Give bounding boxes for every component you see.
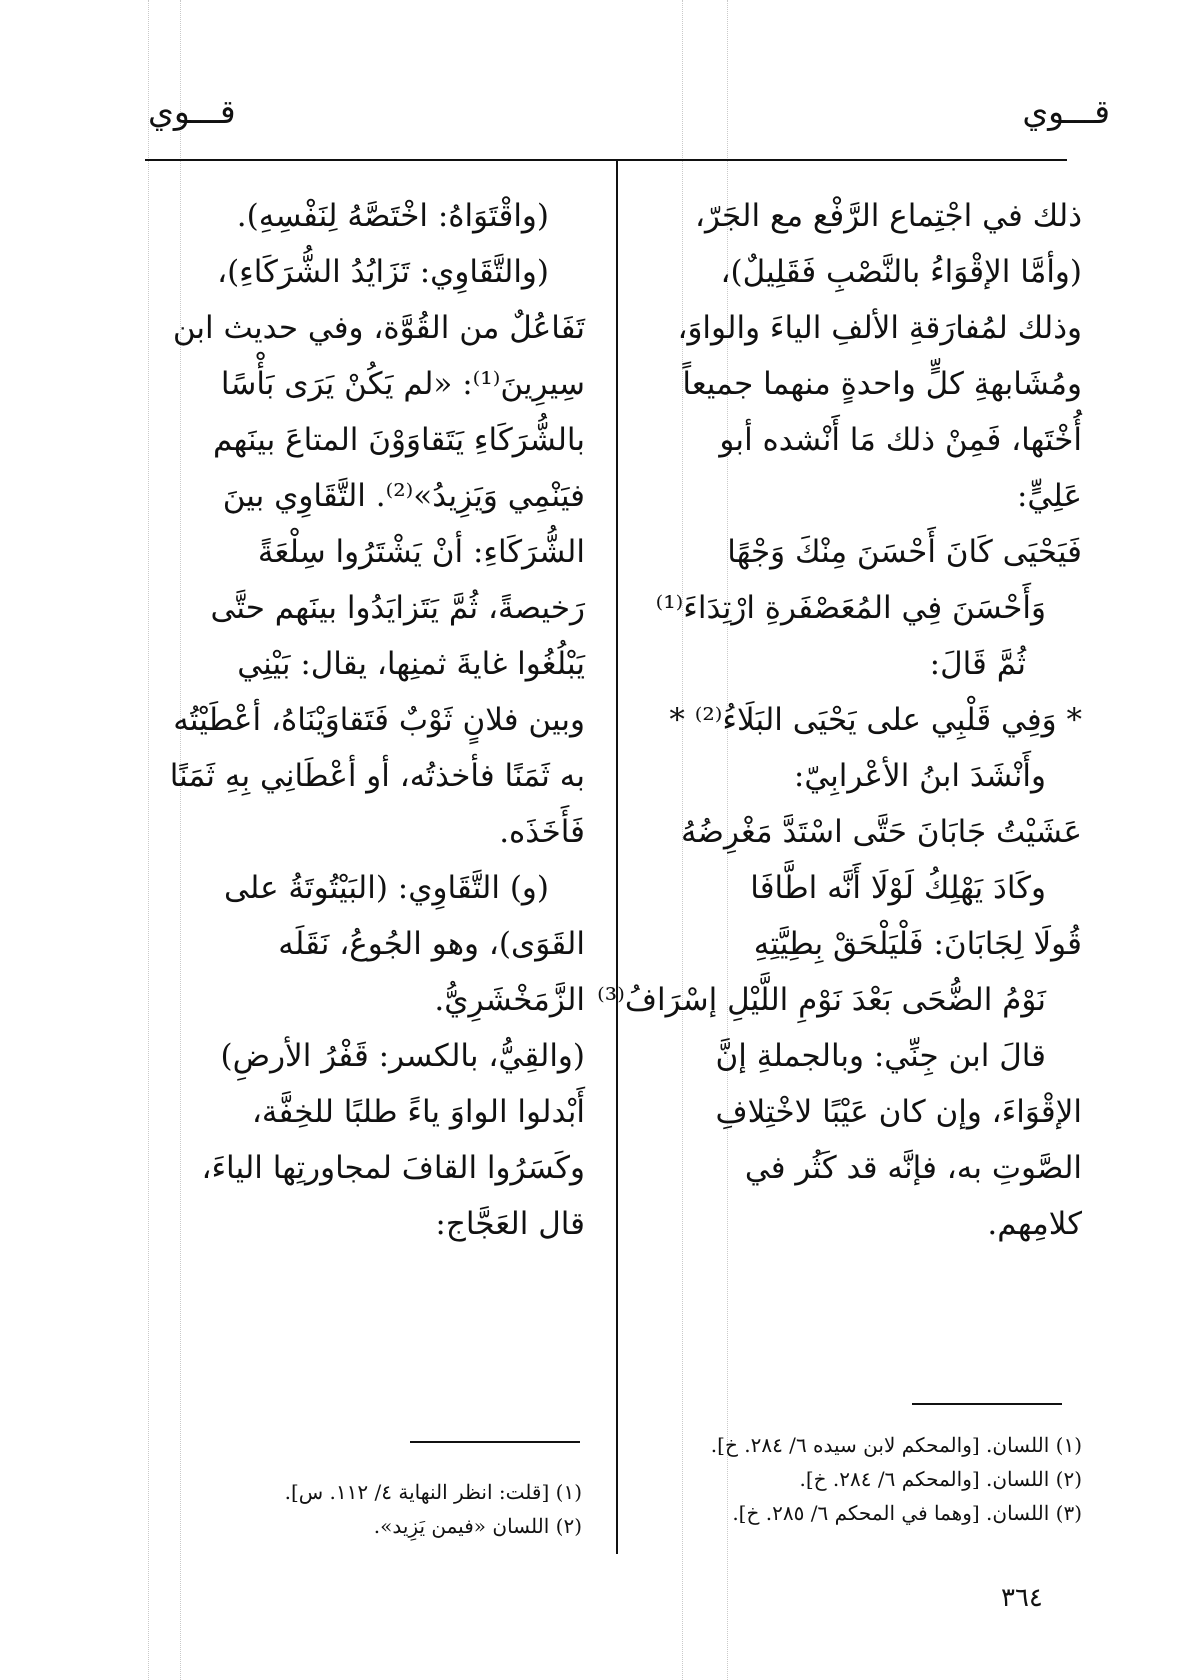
verse-line: قُولَا لِجَابَانَ: فَلْيَلْحَقْ بِطِيَّتِهِ — [753, 926, 1082, 962]
footnote-rule-right — [912, 1403, 1062, 1405]
verse-line: وَأَحْسَنَ فِي المُعَصْفَرةِ ارْتِدَاءَ⁽¹⁾ — [655, 590, 1046, 626]
page-number: ٣٦٤ — [1001, 1583, 1043, 1613]
text-line: رَخيصةً، ثُمَّ يَتَزايَدُوا بينَهم حتَّى — [210, 590, 585, 626]
text-line: أُخْتَها، فَمِنْ ذلك مَا أَنْشده أبو — [719, 422, 1082, 458]
footnotes-left — [150, 1475, 582, 1543]
column-divider — [616, 160, 618, 1554]
footnote: (٢) اللسان «فيمن يَزِيد». — [373, 1514, 582, 1538]
text-line: الشُّرَكَاءِ: أنْ يَشْتَرُوا سِلْعَةً — [257, 534, 585, 570]
text-line: قالَ ابن جِنِّي: وبالجملةِ إنَّ — [715, 1038, 1046, 1074]
text-line: (والقِيُّ، بالكسر: قَفْرُ الأرضِ) — [220, 1038, 585, 1074]
text-line: (والتَّقَاوِي: تَزَايُدُ الشُّرَكَاءِ)، — [217, 254, 549, 290]
text-line: عَلِيٍّ: — [1016, 478, 1082, 514]
text-line: سِيرِينَ⁽¹⁾: «لم يَكُنْ يَرَى بَأْسًا — [220, 366, 585, 402]
text-line: القَوَى)، وهو الجُوعُ، نَقَلَه — [278, 926, 585, 962]
footnote: (٣) اللسان. [وهما في المحكم ٦/ ٢٨٥. خ]. — [732, 1501, 1082, 1525]
text-line: ذلك في اجْتِماع الرَّفْع مع الجَرّ، — [694, 198, 1082, 234]
footnote-rule-left — [410, 1441, 580, 1443]
running-header-left: قـــوي — [148, 92, 236, 131]
text-line: الصَّوتِ به، فإنَّه قد كَثُر في — [744, 1150, 1082, 1186]
text-line: ثُمَّ قَالَ: — [929, 646, 1026, 682]
footnote: (١) اللسان. [والمحكم لابن سيده ٦/ ٢٨٤. خ]. — [710, 1433, 1082, 1457]
right-column — [597, 188, 1082, 1252]
verse-line: عَشَيْتُ جَابَانَ حَتَّى اسْتَدَّ مَغْرِضُهُ — [681, 814, 1082, 850]
text-line: وبين فلانٍ ثَوْبٌ فَتَقاوَيْنَاهُ، أعْطَيْتُه — [173, 702, 585, 738]
text-line: قال العَجَّاج: — [435, 1206, 585, 1242]
text-line: أَبْدلوا الواوَ ياءً طلبًا للخِفَّة، — [251, 1094, 585, 1130]
text-line: كلامِهم. — [987, 1206, 1082, 1242]
text-line: (وأمَّا الإقْوَاءُ بالنَّصْبِ فَقَلِيلٌ)، — [720, 254, 1082, 290]
header-rule — [145, 159, 1067, 161]
text-line: تَفَاعُلٌ من القُوَّة، وفي حديث ابن — [172, 310, 585, 346]
text-line: فيَنْمِي وَيَزِيدُ»⁽²⁾. التَّقَاوِي بينَ — [222, 478, 585, 514]
text-line: به ثَمَنًا فأخذتُه، أو أعْطَانِي بِهِ ثَمَنًا — [169, 758, 585, 794]
verse-line: وكَادَ يَهْلِكُ لَوْلَا أَنَّه اطَّافَا — [750, 870, 1046, 906]
footnote: (١) [قلت: انظر النهاية ٤/ ١١٢. س]. — [284, 1480, 582, 1504]
verse-line: * وَفِي قَلْبِي على يَحْيَى البَلَاءُ⁽²⁾ * — [669, 702, 1082, 738]
verse-line: فَيَحْيَى كَانَ أَحْسَنَ مِنْكَ وَجْهًا — [727, 534, 1082, 570]
text-line: وأَنْشَدَ ابنُ الأعْرابِيّ: — [793, 758, 1046, 794]
text-line: الزَّمَخْشَرِيُّ. — [434, 982, 585, 1018]
text-line: بالشُّرَكَاءِ يَتَقاوَوْنَ المتاعَ بينَهم — [213, 422, 585, 458]
running-header-right: قـــوي — [1022, 92, 1110, 131]
footnote: (٢) اللسان. [والمحكم ٦/ ٢٨٤. خ]. — [799, 1467, 1082, 1491]
text-line: فَأَخَذَه. — [499, 814, 585, 850]
footnotes-right — [632, 1428, 1082, 1530]
left-column — [145, 188, 585, 1252]
text-line: وذلك لمُفارَقةِ الألفِ الياءَ والواوَ، — [677, 310, 1082, 346]
text-line: (واقْتَوَاهُ: اخْتَصَّهُ لِنَفْسِهِ). — [236, 198, 549, 234]
verse-line: نَوْمُ الضُّحَى بَعْدَ نَوْمِ اللَّيْلِ إسْرَافُ⁽³⁾ — [597, 982, 1046, 1018]
text-line: (و) التَّقَاوِي: (البَيْتُوتَةُ على — [223, 870, 549, 906]
text-line: وكَسَرُوا القافَ لمجاورتِها الياءَ، — [201, 1150, 585, 1186]
text-line: يَبْلُغُوا غايةَ ثمنِها، يقال: بَيْنِي — [237, 646, 585, 682]
text-line: الإقْوَاءَ، وإن كان عَيْبًا لاخْتِلافِ — [715, 1094, 1082, 1130]
text-line: ومُشَابهةِ كلٍّ واحدةٍ منهما جميعاً — [682, 366, 1082, 402]
